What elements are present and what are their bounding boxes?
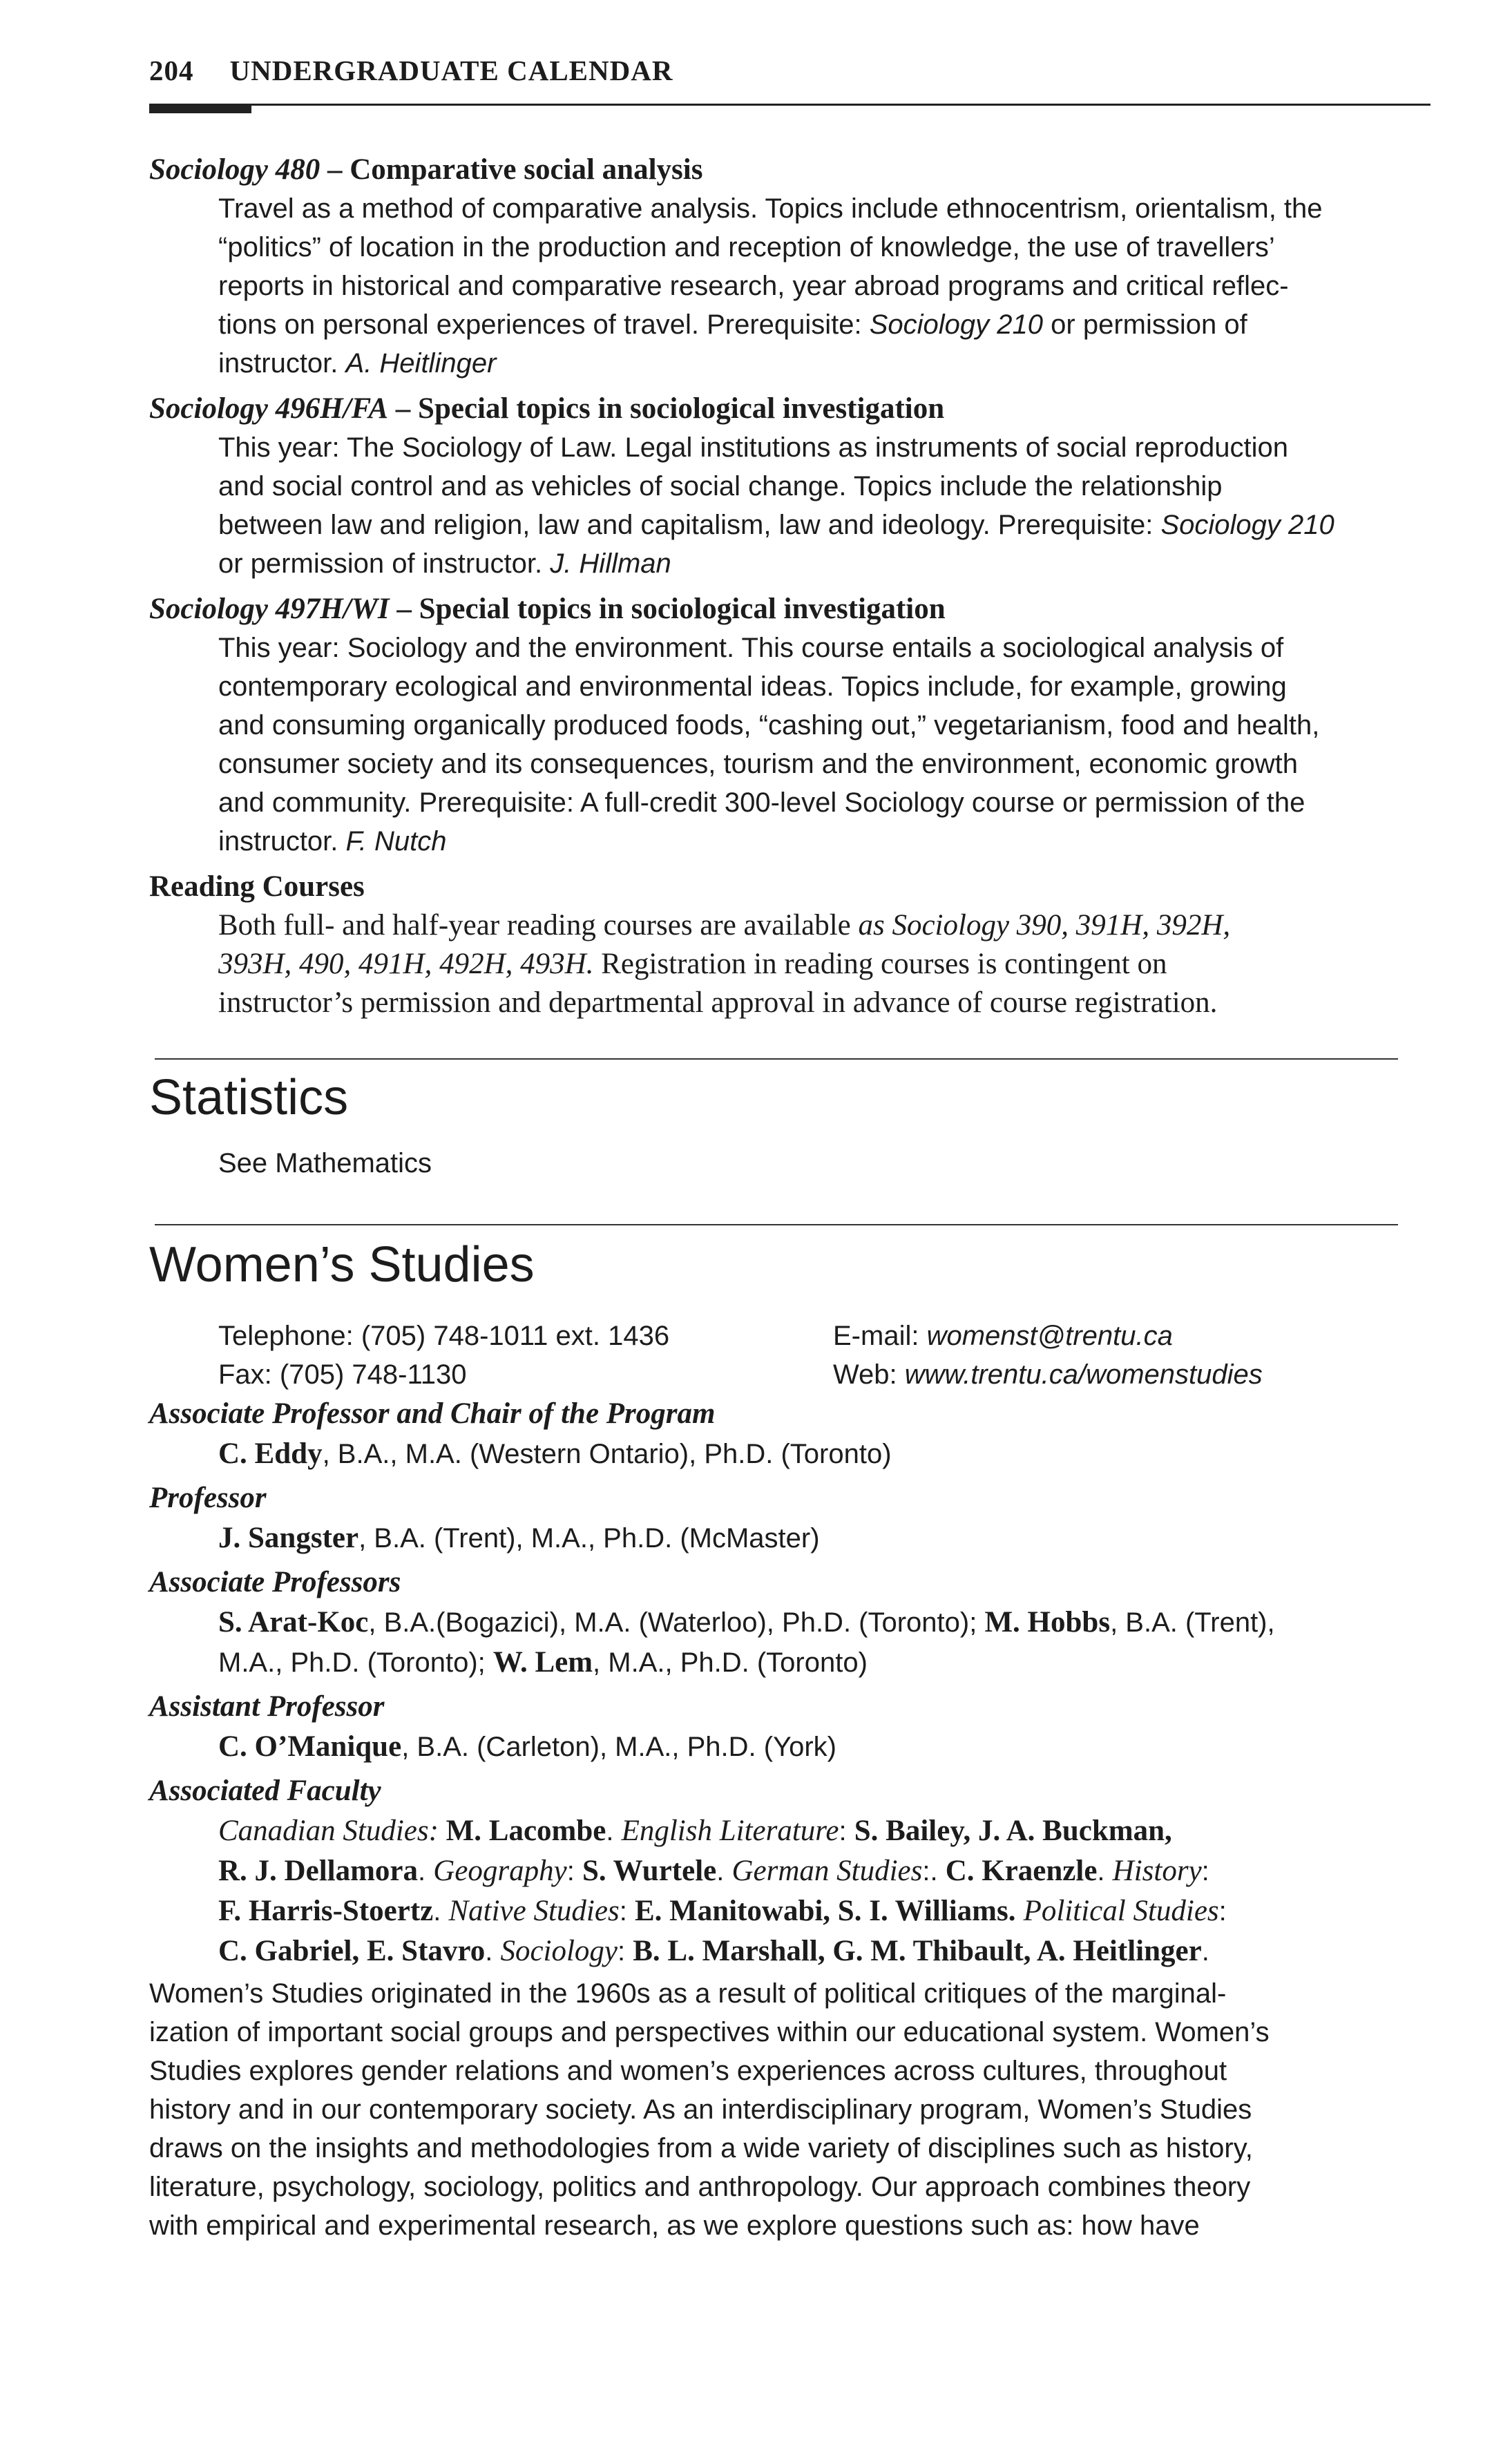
prerequisite-course: Sociology 210 (869, 309, 1044, 340)
faculty-credentials: , B.A., M.A. (Western Ontario), Ph.D. (Toronto) (322, 1439, 892, 1469)
running-title: UNDERGRADUATE CALENDAR (229, 55, 673, 86)
faculty-name: F. Harris-Stoertz (218, 1895, 434, 1927)
separator: . (1201, 1936, 1209, 1967)
description-line (218, 506, 1441, 544)
contact-info (218, 1317, 1434, 1394)
intro-line: Women’s Studies originated in the 1960s as a result of political critiques of the marginal- (149, 1978, 1227, 2009)
description-line: reports in historical and comparative research, year abroad programs and critical reflec- (218, 271, 1289, 301)
faculty-list (149, 1394, 1441, 1976)
separator: : (618, 1936, 633, 1967)
reading-courses-text (149, 906, 1441, 1022)
associated-faculty (149, 1811, 1441, 1971)
description-line (218, 906, 1441, 945)
faculty-name: M. Hobbs (984, 1606, 1111, 1638)
course-entry (149, 590, 1441, 861)
separator: : (619, 1896, 635, 1927)
instructor-name: A. Heitlinger (345, 348, 497, 379)
cross-reference: See Mathematics (218, 1148, 432, 1178)
fax: Fax: (705) 748-1130 (218, 1359, 467, 1390)
line-text: between law and religion, law and capitalism, law and ideology. Prerequisite: (218, 510, 1161, 540)
telephone: Telephone: (705) 748-1011 ext. 1436 (218, 1321, 670, 1351)
separator: : (839, 1816, 854, 1846)
program-introduction (149, 1974, 1441, 2245)
faculty-name: C. O’Manique (218, 1730, 402, 1763)
faculty-name: C. Gabriel, E. Stavro (218, 1935, 486, 1967)
description-line: “politics” of location in the production and reception of knowledge, the use of travellers’ (218, 232, 1275, 262)
instructor-name: F. Nutch (345, 826, 447, 857)
running-header (149, 54, 673, 87)
faculty-credentials: , B.A.(Bogazici), M.A. (Waterloo), Ph.D. (Toronto); (368, 1607, 985, 1638)
department: Geography (433, 1855, 567, 1887)
department: German Studies (731, 1855, 923, 1887)
faculty-heading: Assistant Professor (149, 1690, 385, 1723)
course-entry (149, 390, 1441, 583)
faculty-entry (149, 1727, 1441, 1767)
intro-line: Studies explores gender relations and women’s experiences across cultures, throughout (149, 2056, 1227, 2086)
separator: : (1201, 1856, 1209, 1886)
web-link[interactable]: www.trentu.ca/womenstudies (904, 1359, 1263, 1390)
course-title (149, 590, 1441, 629)
faculty-heading: Professor (149, 1482, 267, 1514)
separator: . (716, 1856, 732, 1886)
web-label: Web: (833, 1359, 905, 1390)
intro-line: history and in our contemporary society. As an interdisciplinary program, Women’s Studies (149, 2094, 1252, 2125)
separator (1015, 1896, 1023, 1927)
separator: . (1097, 1856, 1113, 1886)
faculty-credentials: , B.A. (Trent), (1110, 1607, 1275, 1638)
faculty-name: C. Kraenzle (945, 1855, 1098, 1887)
faculty-name: S. Bailey, J. A. Buckman, (854, 1815, 1172, 1847)
intro-line: draws on the insights and methodologies from a wide variety of disciplines such as history, (149, 2133, 1253, 2163)
faculty-name: R. J. Dellamora (218, 1855, 418, 1887)
faculty-name: S. Arat-Koc (218, 1606, 369, 1638)
description-line: contemporary ecological and environmental ideas. Topics include, for example, growing (218, 671, 1287, 702)
line-text: Both full- and half-year reading courses are available (218, 909, 859, 942)
description-line (218, 305, 1441, 344)
intro-line: with empirical and experimental research, as we explore questions such as: how have (149, 2210, 1200, 2241)
email (833, 1317, 1173, 1355)
course-name: – Special topics in sociological investigation (388, 392, 945, 425)
course-description (149, 428, 1441, 583)
faculty-credentials: , M.A., Ph.D. (Toronto) (593, 1647, 868, 1678)
reading-courses-heading: Reading Courses (149, 870, 365, 903)
separator: :. (922, 1856, 946, 1886)
section-title-womens-studies: Women’s Studies (149, 1237, 535, 1292)
department: Native Studies (448, 1895, 620, 1927)
course-code: Sociology 497H/WI (149, 593, 390, 625)
line-text: instructor. (218, 348, 346, 379)
email-label: E-mail: (833, 1321, 927, 1351)
faculty-name: B. L. Marshall, G. M. Thibault, A. Heitlinger (633, 1935, 1202, 1967)
description-line: Travel as a method of comparative analysis. Topics include ethnocentrism, orientalism, the (218, 193, 1323, 224)
faculty-credentials: M.A., Ph.D. (Toronto); (218, 1647, 493, 1678)
reading-courses (149, 868, 1441, 1022)
web (833, 1355, 1263, 1394)
line-text: or permission of instructor. (218, 548, 551, 579)
faculty-entry (149, 1518, 1441, 1558)
faculty-entry (149, 1603, 1441, 1683)
course-list: 393H, 490, 491H, 492H, 493H. (218, 948, 594, 980)
description-line: This year: The Sociology of Law. Legal institutions as instruments of social reproduction (218, 432, 1288, 463)
department: English Literature (621, 1815, 839, 1847)
faculty-name: M. Lacombe (446, 1815, 606, 1847)
department: Sociology (500, 1935, 618, 1967)
section-divider (155, 1058, 1398, 1060)
header-accent-bar (149, 104, 251, 113)
department: History (1112, 1855, 1202, 1887)
line-text: Registration in reading courses is contingent on (593, 948, 1167, 980)
instructor-name: J. Hillman (550, 548, 671, 579)
description-line: and social control and as vehicles of social change. Topics include the relationship (218, 471, 1223, 501)
faculty-name: J. Sangster (218, 1522, 359, 1554)
course-code: Sociology 480 (149, 153, 320, 186)
faculty-name: S. Wurtele (582, 1855, 717, 1887)
description-line (218, 544, 1441, 583)
faculty-credentials: , B.A. (Carleton), M.A., Ph.D. (York) (401, 1732, 836, 1762)
course-title (149, 390, 1441, 428)
faculty-name: E. Manitowabi, S. I. Williams. (634, 1895, 1016, 1927)
description-line (218, 945, 1441, 984)
course-entries (149, 151, 1441, 1029)
faculty-heading: Associate Professors (149, 1566, 401, 1598)
faculty-credentials: , B.A. (Trent), M.A., Ph.D. (McMaster) (358, 1523, 820, 1554)
line-text: or permission of (1043, 309, 1247, 340)
intro-line: literature, psychology, sociology, politics and anthropology. Our approach combines theory (149, 2172, 1251, 2202)
email-link[interactable]: womenst@trentu.ca (926, 1321, 1173, 1351)
faculty-name: W. Lem (492, 1646, 593, 1679)
separator: . (606, 1816, 622, 1846)
section-title-statistics: Statistics (149, 1070, 349, 1125)
intro-line: ization of important social groups and perspectives within our educational system. Women’s (149, 2017, 1270, 2047)
page-number: 204 (149, 55, 194, 86)
header-rule (149, 104, 1430, 106)
description-line: and consuming organically produced foods, “cashing out,” vegetarianism, food and health, (218, 710, 1320, 740)
description-line (218, 822, 1441, 861)
separator: . (485, 1936, 501, 1967)
separator: . (418, 1856, 434, 1886)
course-title (149, 151, 1441, 189)
faculty-heading: Associated Faculty (149, 1775, 381, 1807)
description-line: consumer society and its consequences, tourism and the environment, economic growth (218, 749, 1299, 779)
faculty-heading: Associate Professor and Chair of the Program (149, 1397, 716, 1430)
course-list: as Sociology 390, 391H, 392H, (858, 909, 1231, 942)
description-line: This year: Sociology and the environment. This course entails a sociological analysis of (218, 633, 1284, 663)
course-entry (149, 151, 1441, 383)
department: Political Studies (1023, 1895, 1219, 1927)
prerequisite-course: Sociology 210 (1160, 510, 1334, 540)
department: Canadian Studies: (218, 1815, 446, 1847)
section-divider (155, 1224, 1398, 1225)
course-code: Sociology 496H/FA (149, 392, 389, 425)
description-line: instructor’s permission and departmental approval in advance of course registration. (218, 986, 1218, 1019)
separator: . (433, 1896, 449, 1927)
course-description (149, 189, 1441, 383)
line-text: tions on personal experiences of travel. Prerequisite: (218, 309, 870, 340)
line-text: instructor. (218, 826, 346, 857)
course-name: – Special topics in sociological investigation (389, 593, 946, 625)
faculty-name: C. Eddy (218, 1437, 323, 1470)
separator: : (1218, 1896, 1227, 1927)
separator: : (566, 1856, 582, 1886)
description-line: and community. Prerequisite: A full-credit 300-level Sociology course or permission of the (218, 787, 1305, 818)
course-description (149, 629, 1441, 861)
course-name: – Comparative social analysis (320, 153, 703, 186)
faculty-entry (149, 1434, 1441, 1474)
description-line (218, 344, 1441, 383)
